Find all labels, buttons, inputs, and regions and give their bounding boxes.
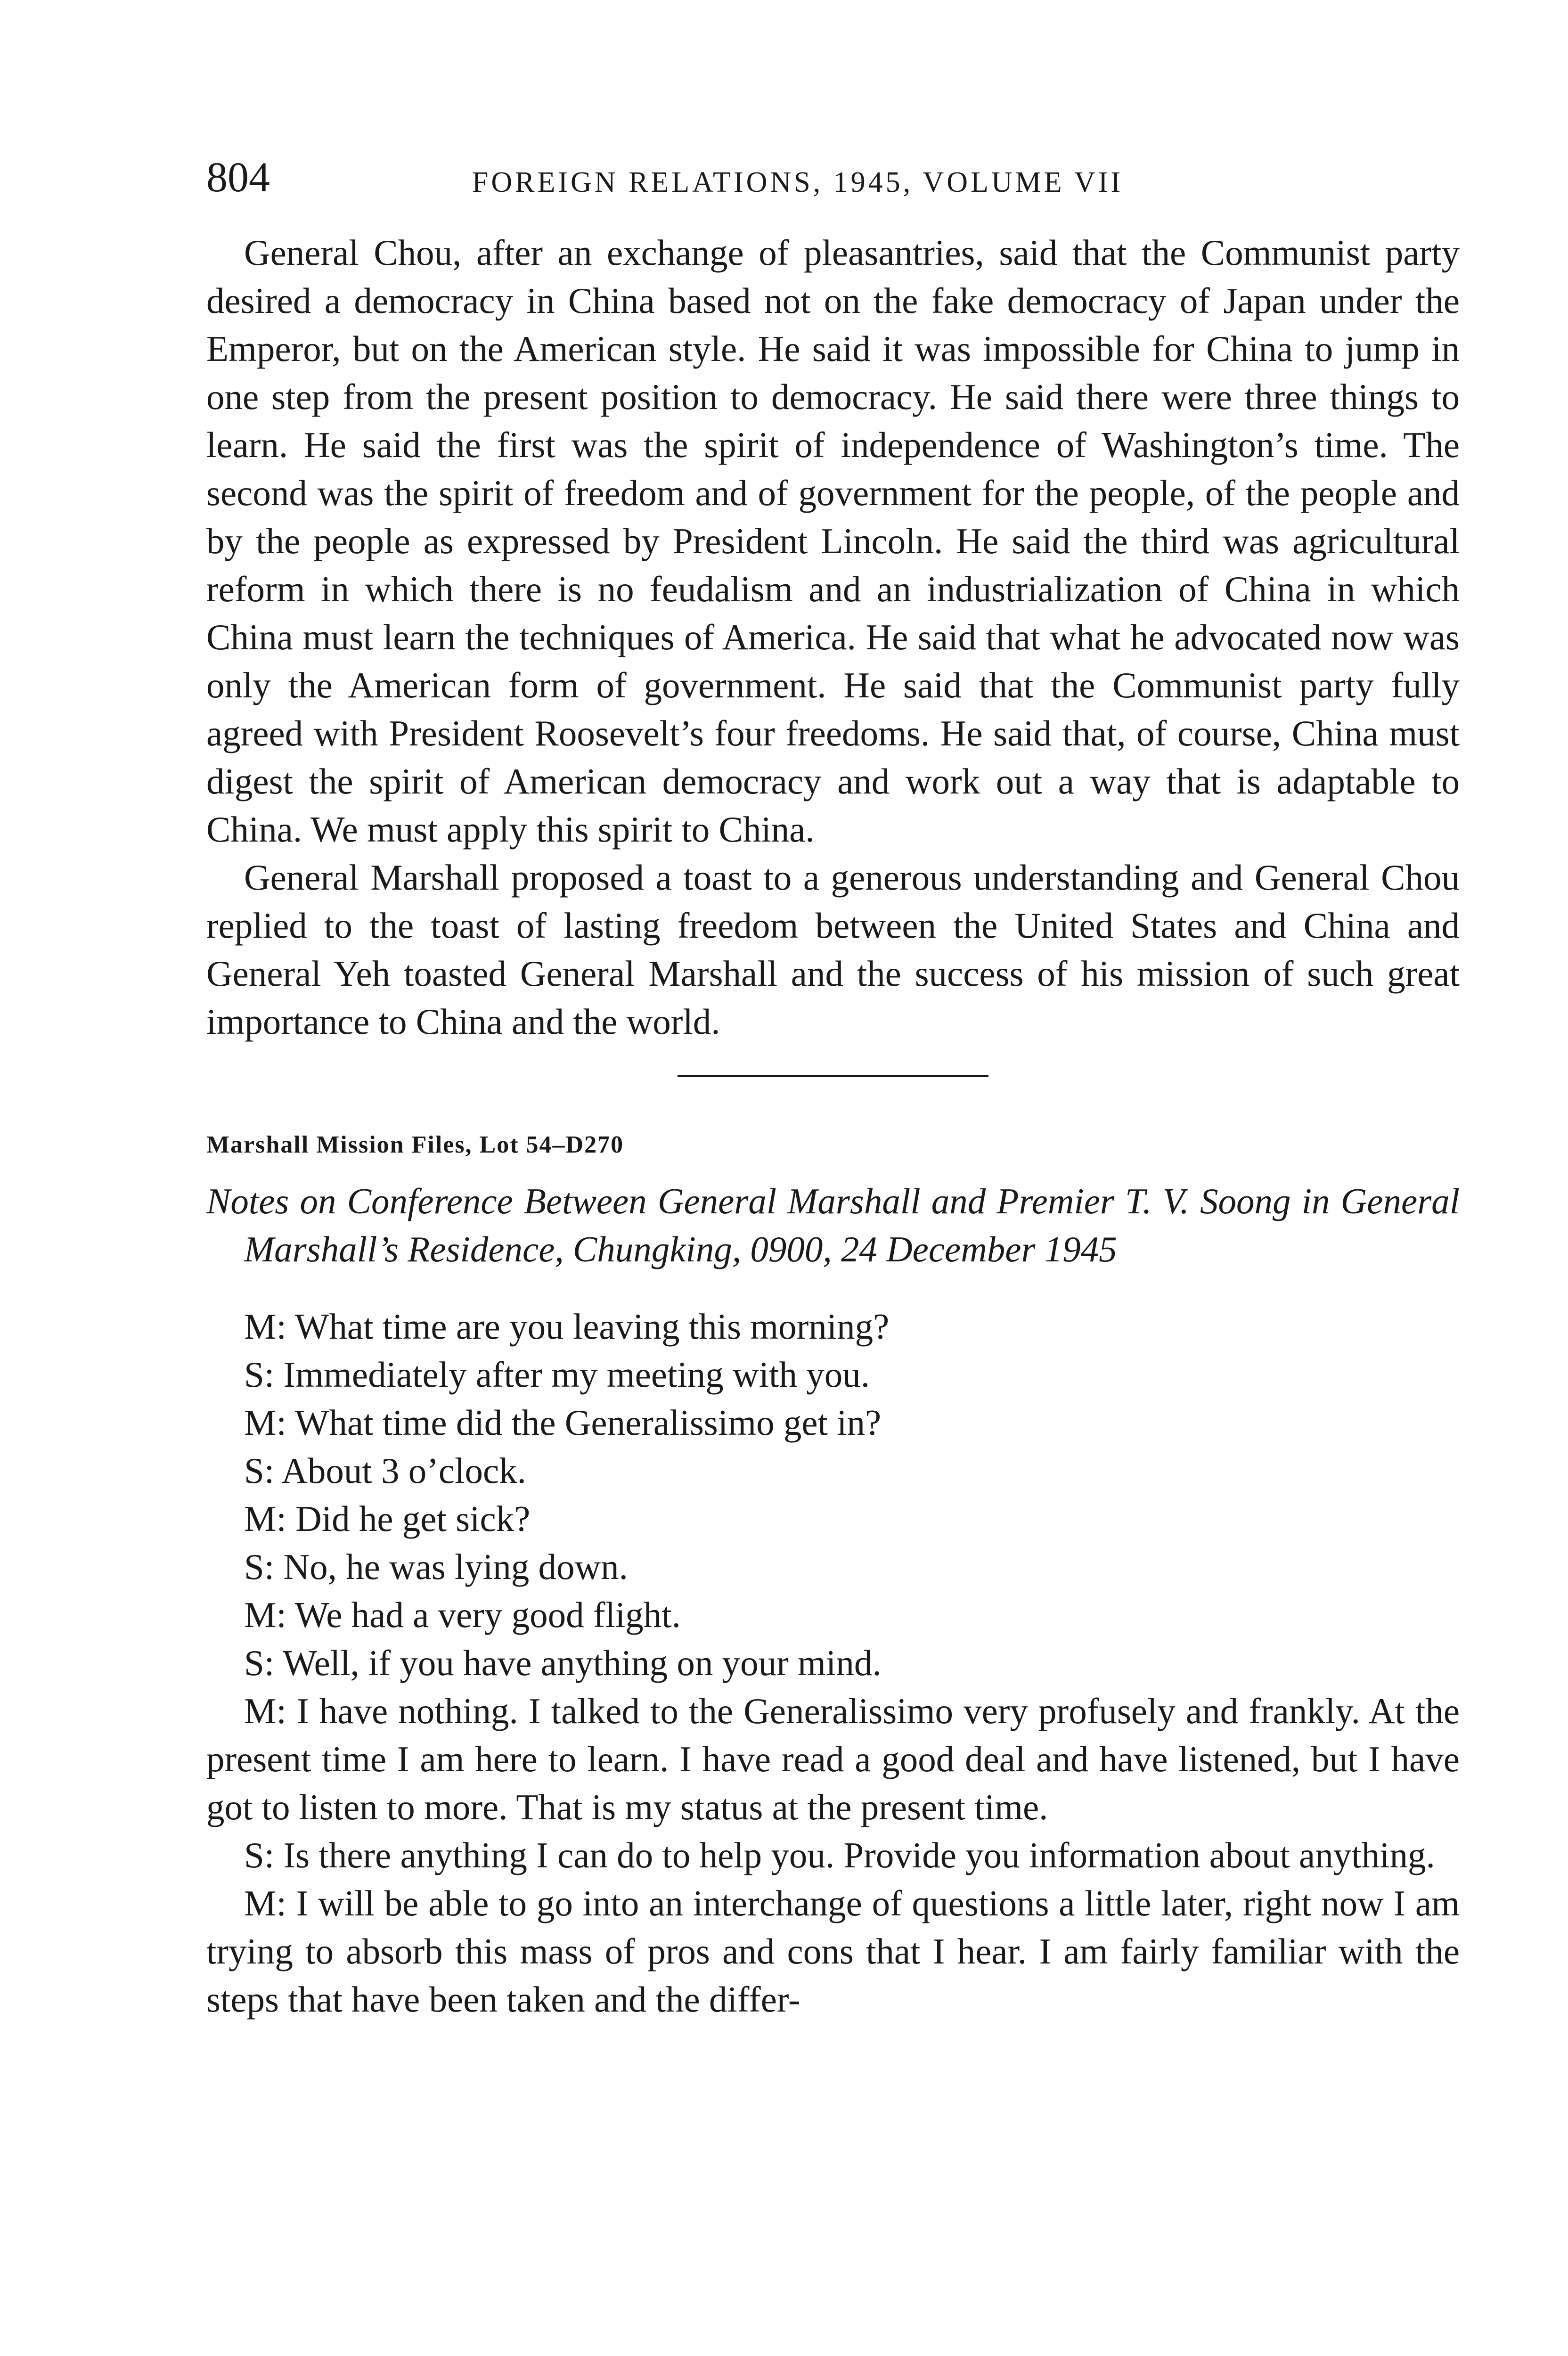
dialogue-line bbox=[206, 1687, 1460, 1831]
dialogue-text: What time are you leaving this morning? bbox=[294, 1306, 890, 1347]
dialogue-line bbox=[206, 1831, 1460, 1879]
page-number: 804 bbox=[206, 154, 270, 201]
dialogue-line bbox=[206, 1879, 1460, 2023]
dialogue-line bbox=[206, 1495, 1460, 1543]
speaker-label: M: bbox=[244, 1306, 286, 1347]
speaker-label: M: bbox=[244, 1595, 286, 1635]
dialogue-text: What time did the Generalissimo get in? bbox=[294, 1402, 882, 1443]
dialogue-text: Well, if you have anything on your mind. bbox=[283, 1643, 882, 1683]
speaker-label: M: bbox=[244, 1402, 286, 1443]
dialogue-line bbox=[206, 1639, 1460, 1687]
dialogue-line bbox=[206, 1350, 1460, 1399]
dialogue-text: Immediately after my meeting with you. bbox=[283, 1354, 870, 1395]
speaker-label: S: bbox=[244, 1354, 275, 1395]
dialogue-line bbox=[206, 1447, 1460, 1495]
dialogue-text: About 3 o’clock. bbox=[281, 1450, 526, 1491]
dialogue-line bbox=[206, 1591, 1460, 1639]
dialogue-text: I will be able to go into an interchange of questions a little later, right now I am trying to absorb this mass of pros and cons that I hear. I am fairly familiar with the steps that have been taken and the differ- bbox=[206, 1883, 1460, 2020]
section-divider bbox=[678, 1075, 988, 1077]
speaker-label: M: bbox=[244, 1498, 286, 1539]
paragraph-toasts: General Marshall proposed a toast to a generous understanding and General Chou replied to the toast of lasting freedom between the United States and China and General Yeh toasted General Marshall and the success of his mission of such great importance to China and the world. bbox=[206, 857, 1460, 1042]
speaker-label: S: bbox=[244, 1450, 275, 1491]
paragraph-chou-remarks: General Chou, after an exchange of pleasantries, said that the Communist party desired a democracy in China based not on the fake democracy of Japan under the Emperor, but on the American style. He said it was impossible for China to jump in one step from the present position to democracy. He said there were three things to learn. He said the first was the spirit of independence of Washington’s time. The second was the spirit of freedom and of government for the people, of the people and by the people as expressed by President Lincoln. He said the third was agricultural reform in which there is no feudalism and an industrialization of China in which China must learn the techniques of America. He said that what he advocated now was only the American form of government. He said that the Communist party fully agreed with President Roosevelt’s four freedoms. He said that, of course, China must digest the spirit of American democracy and work out a way that is adaptable to China. We must apply this spirit to China. bbox=[206, 232, 1460, 850]
page-header bbox=[206, 152, 1460, 204]
body-text bbox=[206, 229, 1460, 2023]
source-citation: Marshall Mission Files, Lot 54–D270 bbox=[206, 1131, 624, 1158]
dialogue-text: I have nothing. I talked to the Generalissimo very profusely and frankly. At the present time I am here to learn. I have read a good deal and have listened, but I have got to listen to more. That is my status at the present time. bbox=[206, 1691, 1460, 1827]
speaker-label: M: bbox=[244, 1691, 286, 1731]
dialogue-text: No, he was lying down. bbox=[283, 1546, 628, 1587]
running-head: FOREIGN RELATIONS, 1945, VOLUME VII bbox=[472, 166, 1124, 198]
dialogue-transcript bbox=[206, 1302, 1460, 2023]
document-title: Notes on Conference Between General Marshall and Premier T. V. Soong in General Marshall’s Residence, Chungking, 0900, 24 December 1945 bbox=[206, 1181, 1460, 1269]
speaker-label: S: bbox=[244, 1643, 275, 1683]
dialogue-text: Did he get sick? bbox=[295, 1498, 531, 1539]
dialogue-line bbox=[206, 1399, 1460, 1447]
dialogue-line bbox=[206, 1543, 1460, 1591]
speaker-label: S: bbox=[244, 1835, 275, 1875]
speaker-label: S: bbox=[244, 1546, 275, 1587]
speaker-label: M: bbox=[244, 1883, 286, 1923]
dialogue-text: We had a very good flight. bbox=[294, 1595, 681, 1635]
dialogue-line bbox=[206, 1302, 1460, 1350]
dialogue-text: Is there anything I can do to help you. Provide you information about anything. bbox=[283, 1835, 1435, 1875]
